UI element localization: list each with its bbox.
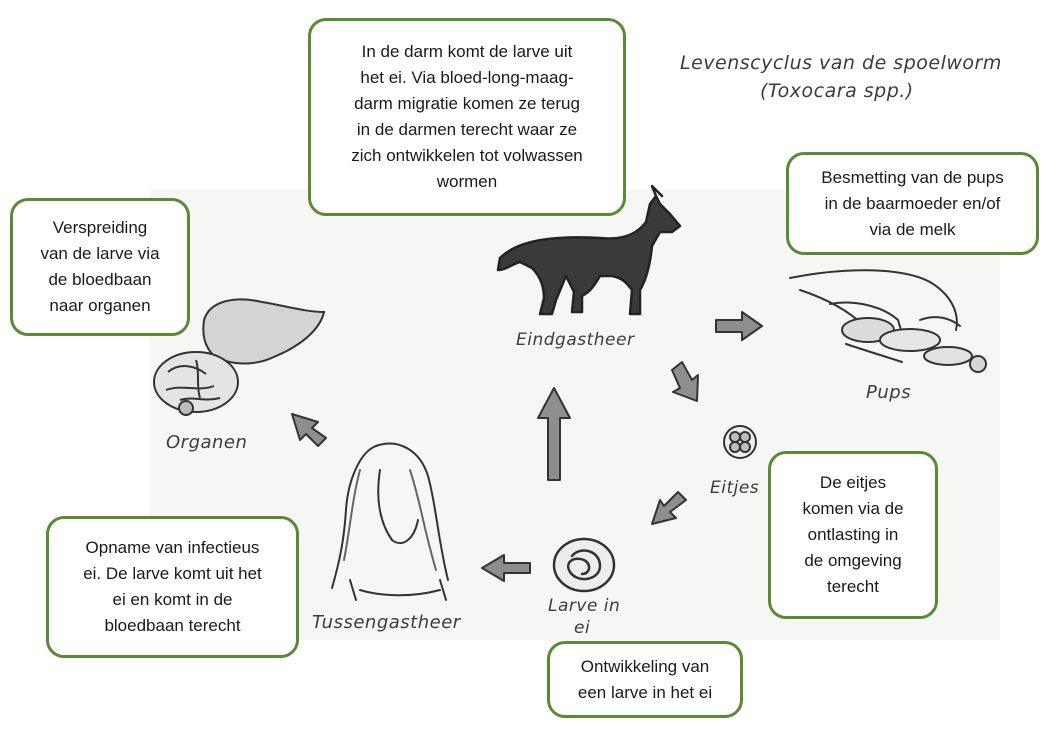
- label-organen: Organen: [166, 432, 248, 453]
- box-ontwikkeling-larve: [547, 641, 743, 718]
- larva-egg-sketch: [554, 539, 614, 591]
- arrow-to-eindgastheer: [538, 388, 570, 480]
- box-ontwikkeling-larve-text: Ontwikkeling van een larve in het ei: [577, 656, 713, 702]
- diagram-title-line1: Levenscyclus van de spoelworm: [680, 52, 1002, 74]
- arrow-to-organen: [292, 414, 326, 446]
- label-larve-in-ei-line1: Larve in: [548, 596, 621, 616]
- label-pups: Pups: [866, 382, 912, 403]
- box-darm-migratie: [308, 18, 626, 216]
- label-tussengastheer: Tussengastheer: [312, 612, 461, 633]
- diagram-title-line2: (Toxocara spp.): [760, 80, 914, 102]
- box-opname-infectieus-ei: [46, 516, 299, 658]
- box-opname-infectieus-ei-text: Opname van infectieus ei. De larve komt uit het ei en komt in de bloedbaan terecht: [83, 538, 262, 635]
- arrow-to-pups: [716, 312, 762, 340]
- arrow-to-larve: [652, 492, 686, 524]
- box-darm-migratie-text: In de darm komt de larve uit het ei. Via bloed-long-maag- darm migratie komen ze terug in de darmen terecht waar ze zich ontwikkelen tot volwassen wormen: [351, 42, 583, 191]
- label-eindgastheer: Eindgastheer: [516, 330, 635, 350]
- box-eitjes-ontlasting-text: De eitjes komen via de ontlasting in de omgeving terecht: [802, 473, 904, 596]
- pups-sketch: [790, 270, 986, 372]
- arrow-to-eitjes: [672, 362, 698, 401]
- box-besmetting-pups: [786, 152, 1039, 255]
- arrow-to-tussengastheer: [482, 555, 530, 581]
- egg-sketch: [724, 426, 756, 458]
- box-besmetting-pups-text: Besmetting van de pups in de baarmoeder en/of via de melk: [821, 167, 1004, 239]
- box-verspreiding-larve: [10, 198, 190, 336]
- label-larve-in-ei-line2: ei: [574, 618, 591, 638]
- woman-sketch: [332, 444, 448, 600]
- box-eitjes-ontlasting: [768, 451, 938, 619]
- label-eitjes: Eitjes: [710, 478, 760, 498]
- box-verspreiding-larve-text: Verspreiding van de larve via de bloedbaan naar organen: [40, 218, 160, 315]
